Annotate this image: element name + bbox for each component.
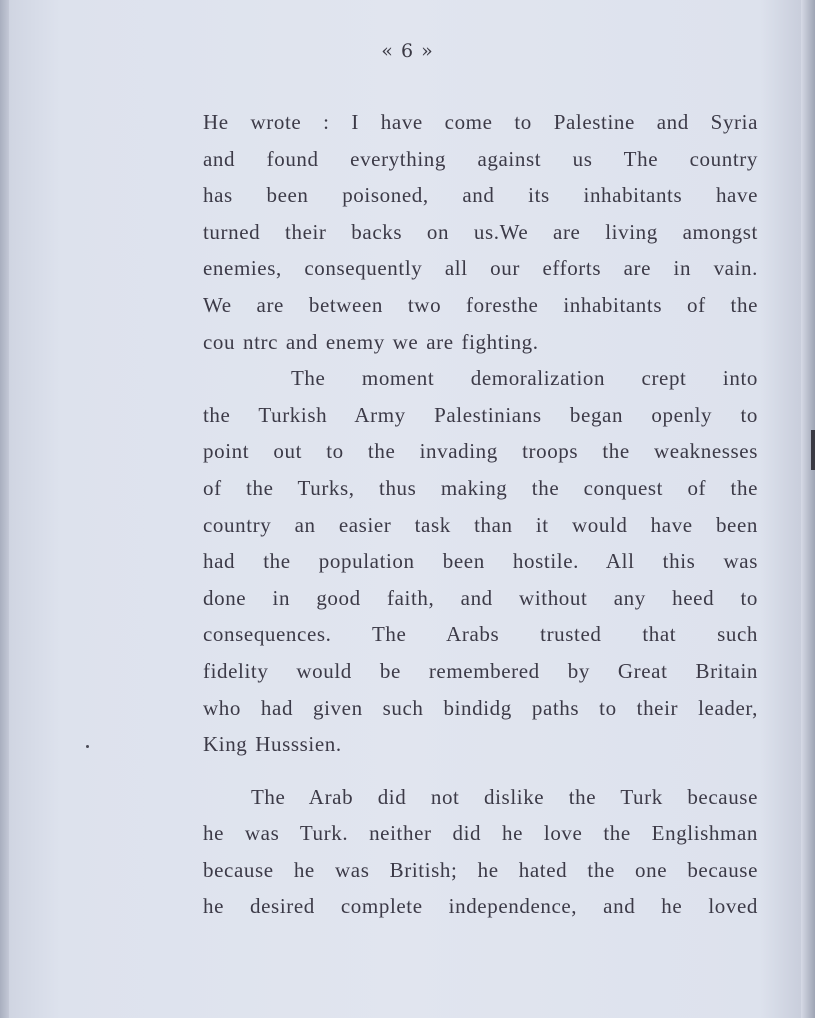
paragraph-2 xyxy=(203,360,758,763)
text-line: he desired complete independence, and he loved xyxy=(203,894,758,919)
text-line: of the Turks, thus making the conquest of the xyxy=(203,475,758,500)
text-line: he was Turk. neither did he love the Englishman xyxy=(203,821,758,846)
text-line: the Turkish Army Palestinians began openly to xyxy=(203,402,758,427)
body-text xyxy=(203,104,758,925)
page-right-edge xyxy=(801,0,815,1018)
ink-speck xyxy=(86,745,89,748)
text-line: point out to the invading troops the weaknesses xyxy=(203,439,758,464)
text-line: He wrote : I have come to Palestine and Syria xyxy=(203,110,758,134)
paragraph-spacer xyxy=(203,763,758,779)
text-line: enemies, consequently all our efforts are in vain. xyxy=(203,256,758,281)
binding-mark xyxy=(811,430,815,470)
text-line: The moment demoralization crept into xyxy=(291,366,758,391)
paragraph-1 xyxy=(203,104,758,360)
text-line: King Husssien. xyxy=(203,732,342,757)
page-number: « 6 » xyxy=(381,40,434,62)
text-line: consequences. The Arabs trusted that such xyxy=(203,622,758,647)
text-line: who had given such bindidg paths to their leader, xyxy=(203,695,758,720)
text-line: done in good faith, and without any heed to xyxy=(203,585,758,610)
text-line: country an easier task than it would have been xyxy=(203,512,758,537)
text-line: cou ntrc and enemy we are fighting. xyxy=(203,329,539,354)
text-line: turned their backs on us.We are living amongst xyxy=(203,219,758,244)
paragraph-3 xyxy=(203,779,758,925)
page-left-edge xyxy=(0,0,9,1018)
text-line: fidelity would be remembered by Great Britain xyxy=(203,658,758,683)
text-line: has been poisoned, and its inhabitants have xyxy=(203,183,758,208)
text-line: We are between two foresthe inhabitants of the xyxy=(203,292,758,317)
text-line: because he was British; he hated the one because xyxy=(203,857,758,882)
text-line: The Arab did not dislike the Turk because xyxy=(251,784,758,809)
text-line: had the population been hostile. All this was xyxy=(203,549,758,574)
text-line: and found everything against us The country xyxy=(203,146,758,171)
